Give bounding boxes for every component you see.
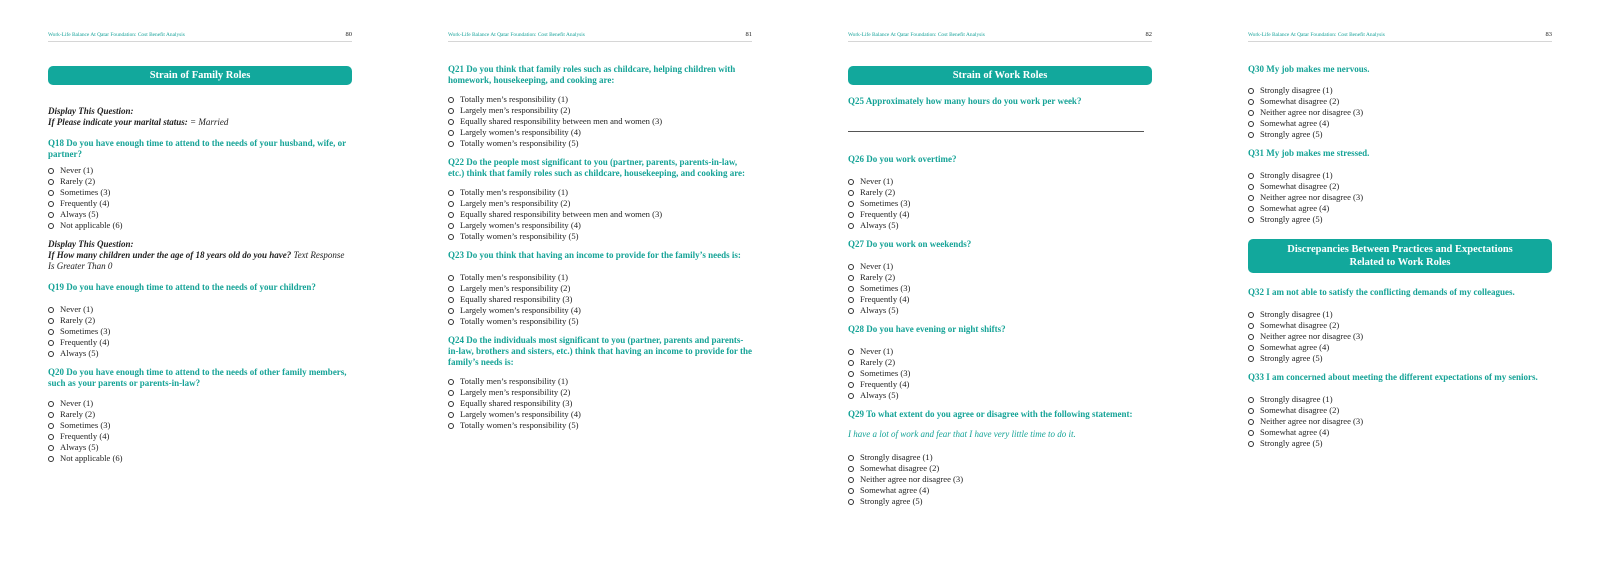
radio-option[interactable]: Somewhat disagree (2) bbox=[1248, 96, 1552, 107]
radio-option[interactable]: Somewhat agree (4) bbox=[1248, 203, 1552, 214]
radio-option[interactable]: Sometimes (3) bbox=[848, 368, 1152, 379]
radio-option[interactable]: Not applicable (6) bbox=[48, 453, 352, 464]
radio-option[interactable]: Never (1) bbox=[48, 304, 352, 315]
section-banner: Strain of Family Roles bbox=[48, 66, 352, 85]
radio-option[interactable]: Not applicable (6) bbox=[48, 220, 352, 231]
q22-options[interactable] bbox=[448, 187, 752, 242]
q29-options[interactable] bbox=[848, 452, 1152, 507]
radio-option[interactable]: Strongly disagree (1) bbox=[1248, 170, 1552, 181]
radio-option[interactable]: Totally women’s responsibility (5) bbox=[448, 231, 752, 242]
radio-option[interactable]: Sometimes (3) bbox=[48, 420, 352, 431]
radio-option[interactable]: Largely women’s responsibility (4) bbox=[448, 305, 752, 316]
radio-option[interactable]: Neither agree nor disagree (3) bbox=[1248, 416, 1552, 427]
radio-option[interactable]: Always (5) bbox=[848, 220, 1152, 231]
page-83 bbox=[1200, 0, 1600, 565]
display-logic: Display This Question: If Please indicate your marital status: = Married bbox=[48, 106, 352, 128]
display-logic-heading: Display This Question: bbox=[48, 106, 134, 116]
q29-statement: I have a lot of work and fear that I have very little time to do it. bbox=[848, 429, 1076, 439]
question-q31: Q31 My job makes me stressed. bbox=[1248, 148, 1370, 158]
radio-option[interactable]: Totally women’s responsibility (5) bbox=[448, 316, 752, 327]
q32-options[interactable] bbox=[1248, 309, 1552, 364]
radio-option[interactable]: Always (5) bbox=[848, 305, 1152, 316]
radio-option[interactable]: Always (5) bbox=[48, 442, 352, 453]
radio-option[interactable]: Rarely (2) bbox=[48, 409, 352, 420]
radio-option[interactable]: Neither agree nor disagree (3) bbox=[848, 474, 1152, 485]
page-content bbox=[1248, 64, 1552, 449]
radio-option[interactable]: Never (1) bbox=[48, 398, 352, 409]
radio-option[interactable]: Somewhat disagree (2) bbox=[848, 463, 1152, 474]
radio-option[interactable]: Totally men’s responsibility (1) bbox=[448, 272, 752, 283]
q24-options[interactable] bbox=[448, 376, 752, 431]
page-number: 82 bbox=[1145, 31, 1152, 38]
section-banner: Strain of Work Roles bbox=[848, 66, 1152, 85]
radio-option[interactable]: Never (1) bbox=[48, 165, 352, 176]
question-q22: Q22 Do the people most significant to you (partner, parents, parents-in-law, etc.) think that family roles such as childcare, housekeeping, and cooking are: bbox=[448, 157, 746, 178]
question-q26: Q26 Do you work overtime? bbox=[848, 154, 957, 164]
radio-option[interactable]: Somewhat agree (4) bbox=[1248, 342, 1552, 353]
radio-option[interactable]: Rarely (2) bbox=[848, 272, 1152, 283]
radio-option[interactable]: Equally shared responsibility (3) bbox=[448, 294, 752, 305]
question-q27: Q27 Do you work on weekends? bbox=[848, 239, 972, 249]
question-q20: Q20 Do you have enough time to attend to the needs of other family members, such as your parents or parents-in-law? bbox=[48, 367, 347, 388]
section-banner bbox=[1248, 239, 1552, 273]
radio-option[interactable]: Somewhat agree (4) bbox=[848, 485, 1152, 496]
header-title: Work-Life Balance At Qatar Foundation: Cost Benefit Analysis bbox=[1248, 32, 1385, 38]
radio-option[interactable]: Never (1) bbox=[848, 346, 1152, 357]
radio-option[interactable]: Frequently (4) bbox=[848, 379, 1152, 390]
radio-option[interactable]: Strongly agree (5) bbox=[848, 496, 1152, 507]
q19-options[interactable] bbox=[48, 304, 352, 359]
radio-option[interactable]: Equally shared responsibility between men and women (3) bbox=[448, 209, 752, 220]
radio-option[interactable]: Largely women’s responsibility (4) bbox=[448, 220, 752, 231]
header-title: Work-Life Balance At Qatar Foundation: Cost Benefit Analysis bbox=[448, 32, 585, 38]
question-q33: Q33 I am concerned about meeting the different expectations of my seniors. bbox=[1248, 372, 1538, 382]
radio-option[interactable]: Totally women’s responsibility (5) bbox=[448, 420, 752, 431]
question-q24: Q24 Do the individuals most significant to you (partner, parents and parents-in-law, brothers and sisters, etc.) think that having an income to provide for the family’s needs is: bbox=[448, 335, 753, 367]
radio-option[interactable]: Strongly disagree (1) bbox=[1248, 85, 1552, 96]
radio-option[interactable]: Somewhat agree (4) bbox=[1248, 118, 1552, 129]
radio-option[interactable]: Frequently (4) bbox=[48, 431, 352, 442]
display-logic-heading: Display This Question: bbox=[48, 239, 134, 249]
page-number: 81 bbox=[745, 31, 752, 38]
radio-option[interactable]: Sometimes (3) bbox=[848, 198, 1152, 209]
radio-option[interactable]: Totally men’s responsibility (1) bbox=[448, 376, 752, 387]
radio-option[interactable]: Frequently (4) bbox=[848, 209, 1152, 220]
radio-option[interactable]: Sometimes (3) bbox=[48, 187, 352, 198]
question-q32: Q32 I am not able to satisfy the conflicting demands of my colleagues. bbox=[1248, 287, 1515, 297]
q27-options[interactable] bbox=[848, 261, 1152, 316]
radio-option[interactable]: Somewhat disagree (2) bbox=[1248, 405, 1552, 416]
radio-option[interactable]: Always (5) bbox=[848, 390, 1152, 401]
q20-options[interactable] bbox=[48, 398, 352, 464]
radio-option[interactable]: Equally shared responsibility between men and women (3) bbox=[448, 116, 752, 127]
question-q25: Q25 Approximately how many hours do you work per week? bbox=[848, 96, 1082, 106]
page-header bbox=[448, 32, 752, 42]
header-title: Work-Life Balance At Qatar Foundation: Cost Benefit Analysis bbox=[848, 32, 985, 38]
radio-option[interactable]: Totally men’s responsibility (1) bbox=[448, 94, 752, 105]
radio-option[interactable]: Frequently (4) bbox=[848, 294, 1152, 305]
header-title: Work-Life Balance At Qatar Foundation: Cost Benefit Analysis bbox=[48, 32, 185, 38]
question-q30: Q30 My job makes me nervous. bbox=[1248, 64, 1370, 74]
page-header bbox=[1248, 32, 1552, 42]
radio-option[interactable]: Frequently (4) bbox=[48, 198, 352, 209]
display-logic-condition: How many children under the age of 18 years old do you have? bbox=[56, 250, 292, 260]
radio-option[interactable]: Rarely (2) bbox=[48, 315, 352, 326]
radio-option[interactable]: Largely men’s responsibility (2) bbox=[448, 387, 752, 398]
q31-options[interactable] bbox=[1248, 170, 1552, 225]
radio-option[interactable]: Totally women’s responsibility (5) bbox=[448, 138, 752, 149]
display-logic: Display This Question: If How many children under the age of 18 years old do you have? Text Response Is Greater Than 0 bbox=[48, 239, 352, 272]
radio-option[interactable]: Sometimes (3) bbox=[848, 283, 1152, 294]
page-81 bbox=[400, 0, 800, 565]
radio-option[interactable]: Rarely (2) bbox=[848, 187, 1152, 198]
radio-option[interactable]: Frequently (4) bbox=[48, 337, 352, 348]
question-q29: Q29 To what extent do you agree or disagree with the following statement: bbox=[848, 409, 1133, 419]
radio-option[interactable]: Largely men’s responsibility (2) bbox=[448, 105, 752, 116]
q33-options[interactable] bbox=[1248, 394, 1552, 449]
radio-option[interactable]: Always (5) bbox=[48, 209, 352, 220]
banner-line-1: Discrepancies Between Practices and Expectations bbox=[1287, 244, 1513, 255]
radio-option[interactable]: Somewhat agree (4) bbox=[1248, 427, 1552, 438]
page-82 bbox=[800, 0, 1200, 565]
radio-option[interactable]: Rarely (2) bbox=[48, 176, 352, 187]
page-content bbox=[448, 64, 752, 431]
radio-option[interactable]: Strongly agree (5) bbox=[1248, 129, 1552, 140]
radio-option[interactable]: Sometimes (3) bbox=[48, 326, 352, 337]
radio-option[interactable]: Strongly agree (5) bbox=[1248, 214, 1552, 225]
radio-option[interactable]: Totally men’s responsibility (1) bbox=[448, 187, 752, 198]
page-header bbox=[848, 32, 1152, 42]
radio-option[interactable]: Rarely (2) bbox=[848, 357, 1152, 368]
radio-option[interactable]: Strongly agree (5) bbox=[1248, 438, 1552, 449]
q28-options[interactable] bbox=[848, 346, 1152, 401]
q26-options[interactable] bbox=[848, 176, 1152, 231]
q23-options[interactable] bbox=[448, 272, 752, 327]
radio-option[interactable]: Never (1) bbox=[848, 261, 1152, 272]
radio-option[interactable]: Neither agree nor disagree (3) bbox=[1248, 107, 1552, 118]
radio-option[interactable]: Largely men’s responsibility (2) bbox=[448, 198, 752, 209]
radio-option[interactable]: Largely women’s responsibility (4) bbox=[448, 127, 752, 138]
radio-option[interactable]: Equally shared responsibility (3) bbox=[448, 398, 752, 409]
page-content bbox=[848, 66, 1152, 507]
radio-option[interactable]: Largely women’s responsibility (4) bbox=[448, 409, 752, 420]
radio-option[interactable]: Strongly disagree (1) bbox=[848, 452, 1152, 463]
radio-option[interactable]: Always (5) bbox=[48, 348, 352, 359]
question-q21: Q21 Do you think that family roles such as childcare, helping children with homework, housekeeping, and cooking are: bbox=[448, 64, 736, 85]
radio-option[interactable]: Largely men’s responsibility (2) bbox=[448, 283, 752, 294]
radio-option[interactable]: Neither agree nor disagree (3) bbox=[1248, 331, 1552, 342]
radio-option[interactable]: Somewhat disagree (2) bbox=[1248, 181, 1552, 192]
page-80 bbox=[0, 0, 400, 565]
question-q19: Q19 Do you have enough time to attend to the needs of your children? bbox=[48, 282, 316, 292]
radio-option[interactable]: Neither agree nor disagree (3) bbox=[1248, 192, 1552, 203]
page-header bbox=[48, 32, 352, 42]
radio-option[interactable]: Strongly disagree (1) bbox=[1248, 394, 1552, 405]
page-number: 80 bbox=[345, 31, 352, 38]
question-q28: Q28 Do you have evening or night shifts? bbox=[848, 324, 1006, 334]
radio-option[interactable]: Never (1) bbox=[848, 176, 1152, 187]
q21-options[interactable] bbox=[448, 94, 752, 149]
page-number: 83 bbox=[1545, 31, 1552, 38]
q18-options[interactable] bbox=[48, 165, 352, 231]
radio-option[interactable]: Strongly disagree (1) bbox=[1248, 309, 1552, 320]
display-logic-condition: Please indicate your marital status: bbox=[56, 117, 188, 127]
banner-line-2: Related to Work Roles bbox=[1349, 257, 1451, 268]
question-q23: Q23 Do you think that having an income to provide for the family’s needs is: bbox=[448, 250, 741, 260]
page-content bbox=[48, 66, 352, 464]
question-q18: Q18 Do you have enough time to attend to the needs of your husband, wife, or partner? bbox=[48, 138, 346, 159]
radio-option[interactable]: Strongly agree (5) bbox=[1248, 353, 1552, 364]
q30-options[interactable] bbox=[1248, 85, 1552, 140]
radio-option[interactable]: Somewhat disagree (2) bbox=[1248, 320, 1552, 331]
